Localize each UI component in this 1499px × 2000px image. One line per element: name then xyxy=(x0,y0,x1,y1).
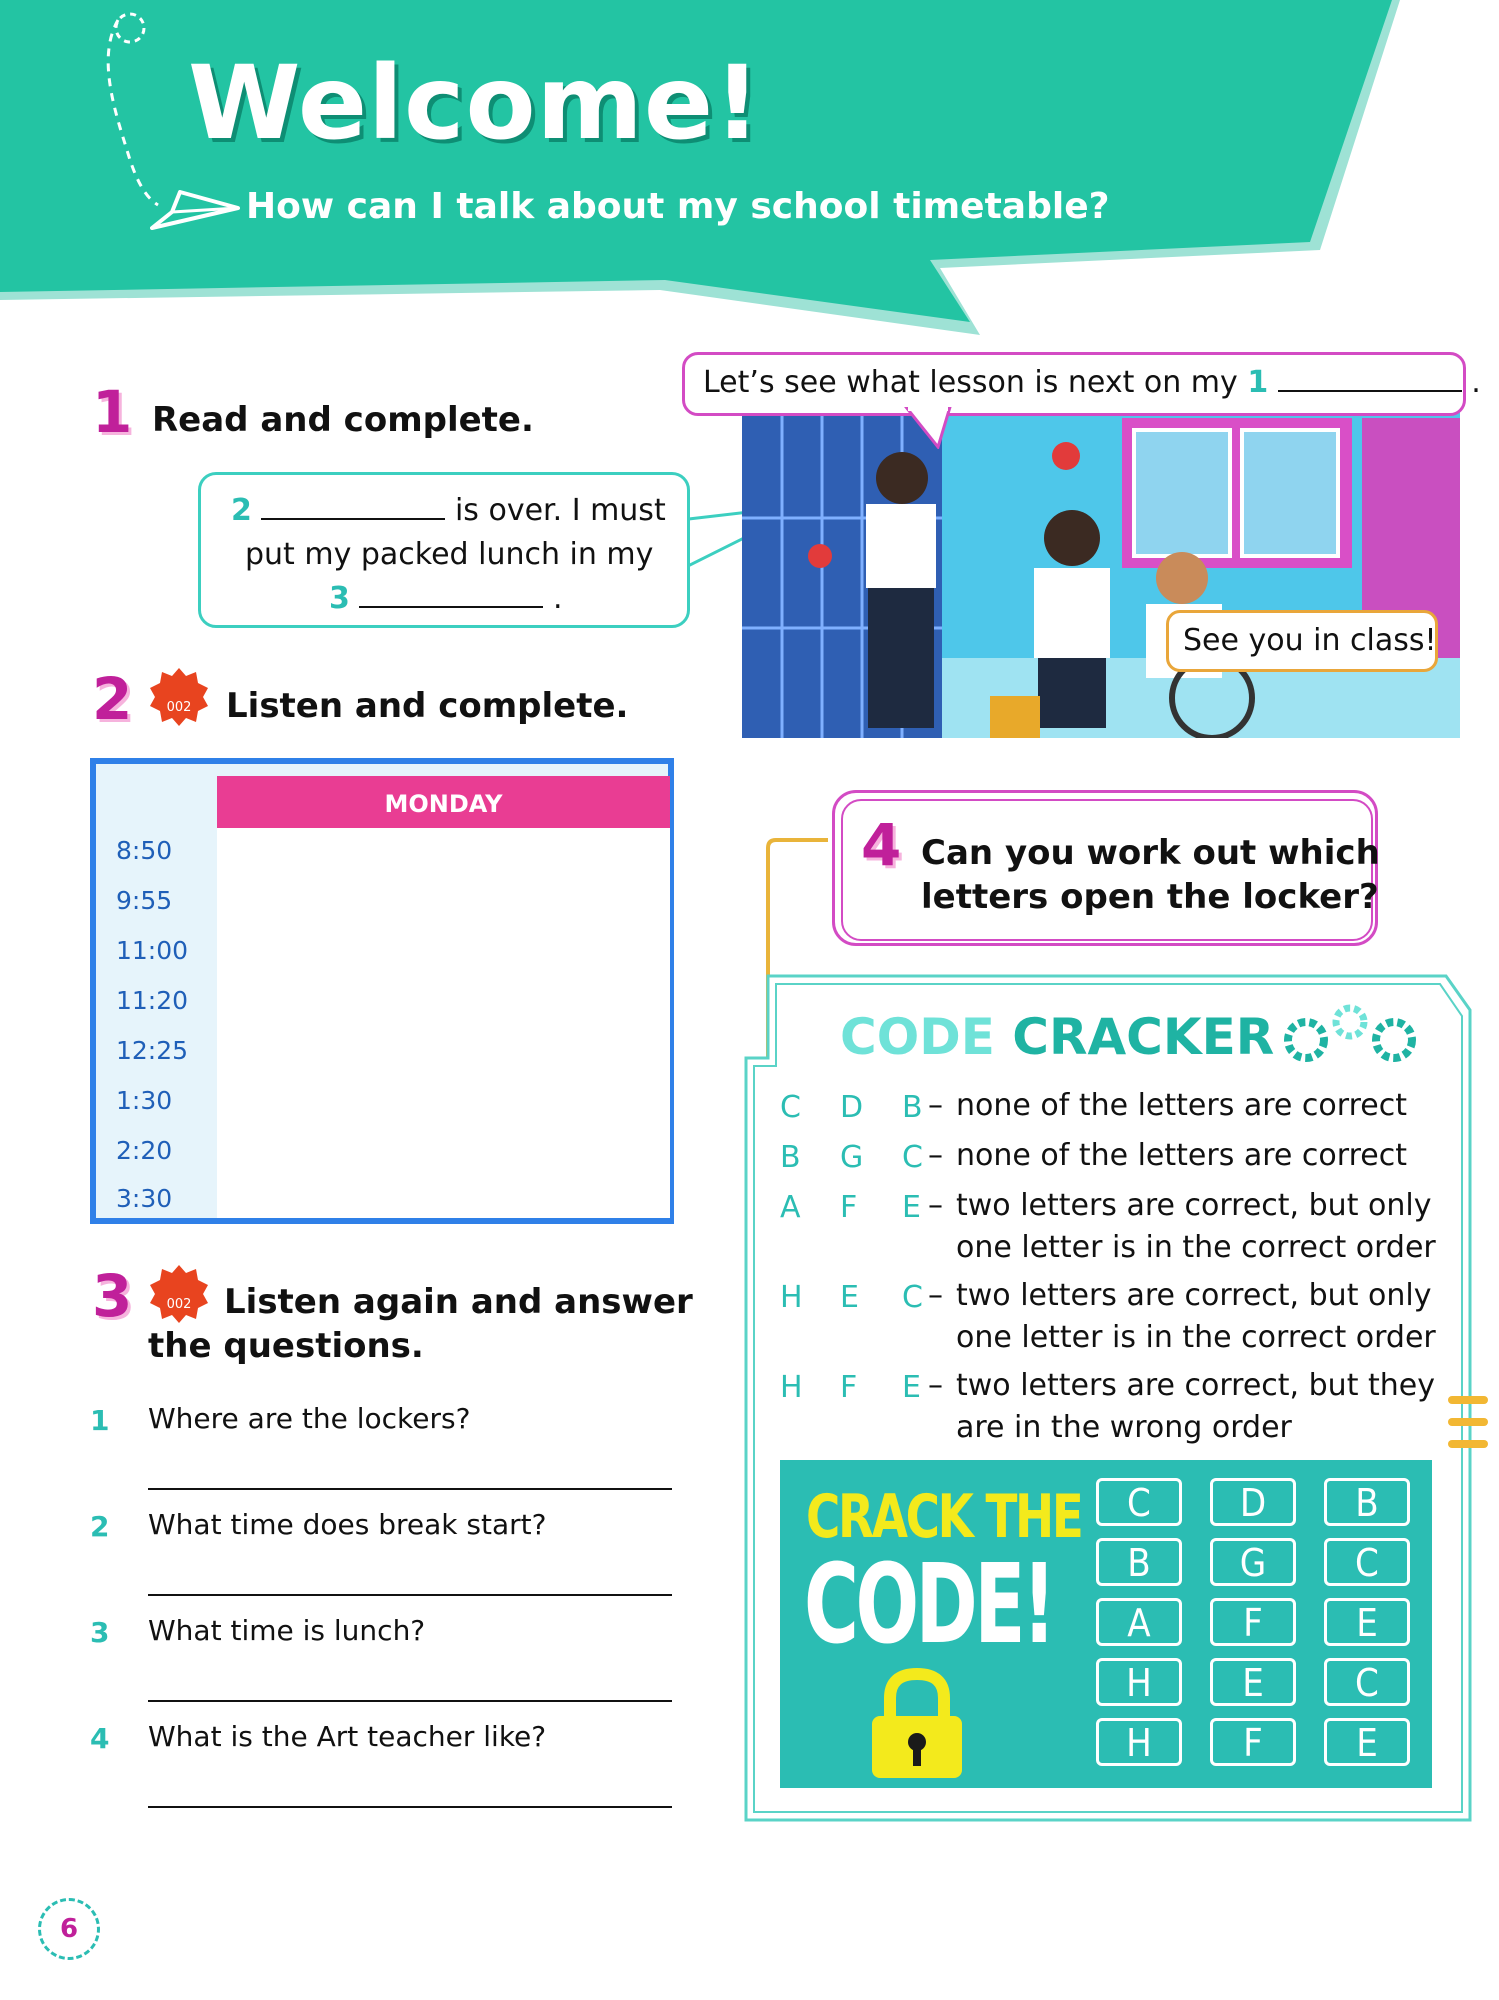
clue-text: one letter is in the correct order xyxy=(956,1230,1436,1265)
exercise-4-line1: Can you work out which xyxy=(921,833,1380,873)
gap-3-number: 3 xyxy=(329,581,350,616)
svg-text:002: 002 xyxy=(166,1297,192,1312)
exercise-2-number: 2 xyxy=(92,665,133,733)
question-text: Where are the lockers? xyxy=(148,1402,471,1435)
exercise-4-box xyxy=(832,790,1378,946)
bubble-photo-text: See you in class! xyxy=(1183,623,1437,658)
clue-letter: D xyxy=(840,1090,864,1125)
timetable-lesson-column[interactable] xyxy=(217,828,670,1218)
code-cell[interactable]: E xyxy=(1210,1658,1296,1706)
margin-tab xyxy=(1444,1390,1494,1460)
answer-line[interactable] xyxy=(148,1700,672,1702)
audio-track-icon[interactable] xyxy=(148,1263,210,1329)
padlock-icon xyxy=(864,1666,970,1784)
code-cell[interactable]: C xyxy=(1096,1478,1182,1526)
speech-bubble-top xyxy=(682,352,1481,416)
code-cell[interactable]: B xyxy=(1096,1538,1182,1586)
gap-1-number: 1 xyxy=(1247,365,1269,400)
exercise-2-heading: Listen and complete. xyxy=(226,686,629,726)
clue-letter: H xyxy=(780,1370,803,1405)
question-number: 2 xyxy=(90,1510,110,1543)
clue-letter: C xyxy=(902,1140,923,1175)
gears-icon xyxy=(1282,1000,1428,1070)
code-cell[interactable]: H xyxy=(1096,1718,1182,1766)
clue-text: none of the letters are correct xyxy=(956,1138,1407,1173)
question-number: 4 xyxy=(90,1722,110,1755)
clue-letter: E xyxy=(902,1190,921,1225)
audio-track-icon[interactable] xyxy=(148,666,210,732)
code-cell[interactable]: H xyxy=(1096,1658,1182,1706)
clue-text: two letters are correct, but they xyxy=(956,1368,1435,1403)
clue-text: two letters are correct, but only xyxy=(956,1188,1432,1223)
clue-text: one letter is in the correct order xyxy=(956,1320,1436,1355)
answer-line[interactable] xyxy=(148,1594,672,1596)
school-corridor-photo xyxy=(742,408,1460,738)
clue-dash: – xyxy=(928,1368,943,1403)
clue-dash: – xyxy=(928,1188,943,1223)
clue-letter: C xyxy=(780,1090,801,1125)
exercise-1-heading: Read and complete. xyxy=(152,400,534,440)
clue-letter: B xyxy=(780,1140,801,1175)
bubble-period: . xyxy=(552,581,563,616)
question-text: What time is lunch? xyxy=(148,1614,426,1647)
crack-line-2: CODE! xyxy=(804,1540,1053,1668)
timetable-time: 2:20 xyxy=(116,1136,173,1165)
timetable xyxy=(90,758,674,1224)
exercise-3-number: 3 xyxy=(92,1262,133,1330)
clue-letter: H xyxy=(780,1280,803,1315)
bubble-top-text: Let’s see what lesson is next on my xyxy=(703,365,1238,400)
answer-line[interactable] xyxy=(148,1806,672,1808)
code-cell[interactable]: A xyxy=(1096,1598,1182,1646)
clue-text: two letters are correct, but only xyxy=(956,1278,1432,1313)
crack-line-1: CRACK THE xyxy=(806,1482,1082,1552)
exercise-1-number: 1 xyxy=(92,378,133,446)
clue-dash: – xyxy=(928,1088,943,1123)
clue-text: are in the wrong order xyxy=(956,1410,1292,1445)
code-cell[interactable]: D xyxy=(1210,1478,1296,1526)
gap-1-blank[interactable] xyxy=(1278,390,1462,392)
clue-letter: E xyxy=(902,1370,921,1405)
question-number: 1 xyxy=(90,1404,110,1437)
timetable-time: 12:25 xyxy=(116,1036,189,1065)
timetable-day-header: MONDAY xyxy=(217,776,670,828)
timetable-time: 8:50 xyxy=(116,836,173,865)
page-title: Welcome! xyxy=(188,44,762,163)
clue-text: none of the letters are correct xyxy=(956,1088,1407,1123)
timetable-time: 3:30 xyxy=(116,1184,173,1213)
clue-letter: F xyxy=(840,1190,858,1225)
clue-dash: – xyxy=(928,1278,943,1313)
clue-letter: G xyxy=(840,1140,864,1175)
gap-3-blank[interactable] xyxy=(359,606,543,608)
code-cell[interactable]: C xyxy=(1324,1658,1410,1706)
answer-line[interactable] xyxy=(148,1488,672,1490)
exercise-4-line2: letters open the locker? xyxy=(921,877,1379,917)
timetable-time: 11:00 xyxy=(116,936,189,965)
gap-2-blank[interactable] xyxy=(261,518,445,520)
clue-letter: F xyxy=(840,1370,858,1405)
bubble-top-tail xyxy=(904,407,954,449)
timetable-time: 11:20 xyxy=(116,986,189,1015)
code-cell[interactable]: G xyxy=(1210,1538,1296,1586)
bubble-text-b: put my packed lunch in my xyxy=(245,537,654,572)
svg-text:002: 002 xyxy=(166,700,192,715)
crack-the-code-panel xyxy=(780,1460,1432,1788)
clue-letter: C xyxy=(902,1280,923,1315)
speech-bubble-left xyxy=(198,472,690,628)
clue-letter: A xyxy=(780,1190,801,1225)
timetable-time: 9:55 xyxy=(116,886,173,915)
code-cell[interactable]: F xyxy=(1210,1718,1296,1766)
code-cracker-title: CODE CRACKER xyxy=(840,1008,1275,1066)
bubble-text-a: is over. I must xyxy=(454,493,666,528)
lesson-question: How can I talk about my school timetable? xyxy=(246,186,1110,227)
question-text: What time does break start? xyxy=(148,1508,547,1541)
bubble-top-period: . xyxy=(1471,365,1481,400)
question-text: What is the Art teacher like? xyxy=(148,1720,547,1753)
question-number: 3 xyxy=(90,1616,110,1649)
paper-plane-icon xyxy=(150,190,240,234)
exercise-3-heading: Listen again and answer xyxy=(224,1282,693,1322)
code-cell[interactable]: E xyxy=(1324,1718,1410,1766)
timetable-time: 1:30 xyxy=(116,1086,173,1115)
clue-letter: B xyxy=(902,1090,923,1125)
code-cell[interactable]: C xyxy=(1324,1538,1410,1586)
exercise-4-number: 4 xyxy=(861,811,902,879)
exercise-3-heading-2: the questions. xyxy=(148,1326,424,1366)
code-cell[interactable]: E xyxy=(1324,1598,1410,1646)
clue-letter: E xyxy=(840,1280,859,1315)
clue-dash: – xyxy=(928,1138,943,1173)
code-cell[interactable]: B xyxy=(1324,1478,1410,1526)
gap-2-number: 2 xyxy=(231,493,252,528)
speech-bubble-photo xyxy=(1166,610,1438,672)
page-number: 6 xyxy=(38,1898,100,1960)
code-cell[interactable]: F xyxy=(1210,1598,1296,1646)
